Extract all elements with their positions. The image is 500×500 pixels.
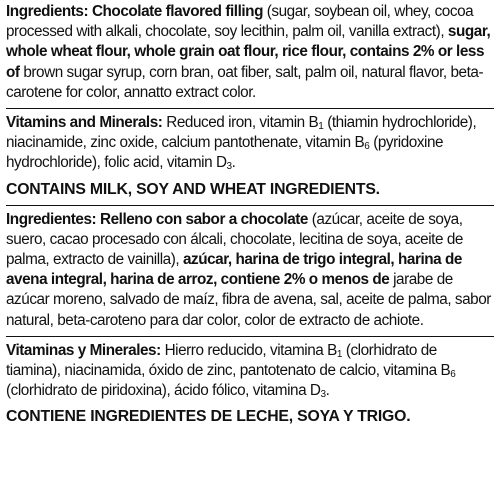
vitamins-en-text: .	[231, 154, 236, 172]
ingredients-es-minor-list: jarabe de azúcar moreno, salvado de maíz, fibra de avena, sal, aceite de palma, sabor natural, beta-caroteno para dar color, color de extracto de achiote.	[6, 271, 491, 329]
subscript: 1	[318, 121, 324, 133]
subscript: 3	[226, 161, 232, 173]
vitamins-es-text: (clorhidrato de tiamina), niacinamida, óxido de zinc, pantotenato de calcio, vitamina B	[6, 341, 451, 380]
subscript: 6	[364, 141, 370, 153]
vitamins-es-text: (clorhidrato de piridoxina), ácido fólico, vitamina D	[6, 382, 321, 400]
vitamins-en-text: (pyridoxine hydrochloride), folic acid, vitamin D	[6, 134, 444, 172]
ingredients-es-main-list: azúcar, harina de trigo integral, harina de avena integral, harina de arroz, contiene 2% o menos de	[6, 251, 462, 289]
vitamins-es-text: .	[325, 382, 330, 400]
ingredients-en-heading: Ingredients: Chocolate flavored filling	[6, 3, 263, 20]
vitamins-es	[6, 341, 494, 402]
allergen-statement-en: CONTAINS MILK, SOY AND WHEAT INGREDIENTS.	[6, 180, 380, 198]
ingredients-en-filling-list: (sugar, soybean oil, whey, cocoa processed with alkali, chocolate, soy lecithin, palm oil, vanilla extract),	[6, 3, 474, 41]
vitamins-en-text: Reduced iron, vitamin B	[162, 114, 319, 132]
subscript: 6	[450, 369, 456, 381]
ingredients-es-heading: Ingredientes: Relleno con sabor a chocolate	[6, 210, 308, 228]
subscript: 3	[320, 389, 326, 401]
vitamins-en	[6, 113, 494, 174]
ingredients-en-minor-list: brown sugar syrup, corn bran, oat fiber, salt, palm oil, natural flavor, beta-carotene for color, annatto extract color.	[6, 63, 484, 101]
divider	[6, 108, 494, 109]
divider	[6, 336, 494, 337]
vitamins-en-heading: Vitamins and Minerals:	[6, 114, 163, 132]
divider	[6, 205, 494, 206]
ingredients-en-main-list: sugar, whole wheat flour, whole grain oat flour, rice flour, contains 2% or less of	[6, 23, 491, 81]
vitamins-es-heading: Vitaminas y Minerales:	[6, 341, 161, 359]
vitamins-es-text: Hierro reducido, vitamina B	[160, 341, 337, 359]
ingredients-en	[6, 2, 494, 103]
allergen-statement-es: CONTIENE INGREDIENTES DE LECHE, SOYA Y TRIGO.	[6, 408, 411, 426]
subscript: 1	[336, 348, 343, 360]
vitamins-en-text: (thiamin hydrochloride), niacinamide, zinc oxide, calcium pantothenate, vitamin B	[6, 114, 477, 152]
ingredients-es	[6, 210, 494, 331]
ingredients-es-filling-list: (azúcar, aceite de soya, suero, cacao procesado con álcali, chocolate, lecitina de soya, aceite de palma, extracto de vainilla),	[6, 210, 463, 269]
